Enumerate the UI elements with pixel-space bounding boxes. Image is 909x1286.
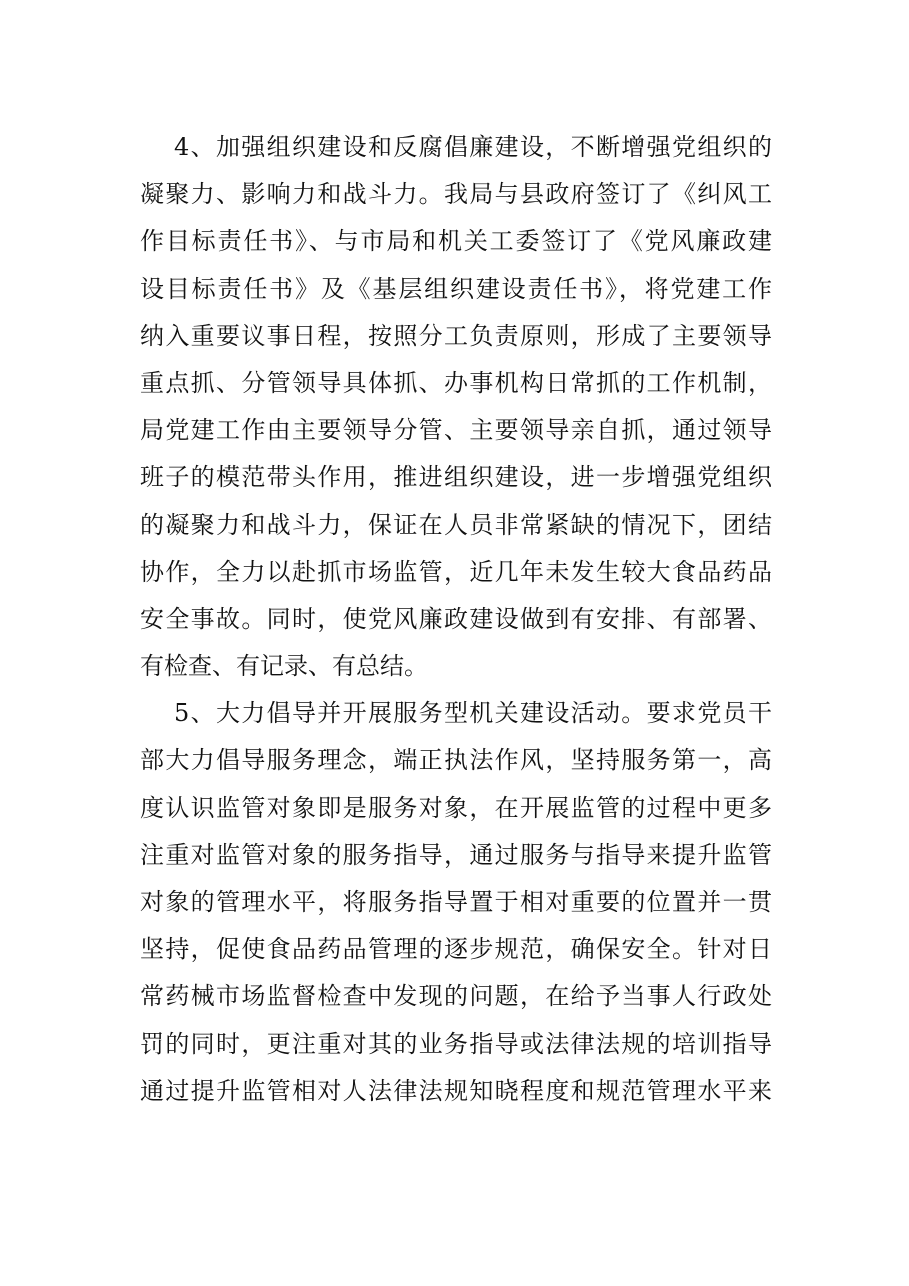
text-line: 对象的管理水平，将服务指导置于相对重要的位置并一贯 — [140, 888, 772, 916]
text-line: 的凝聚力和战斗力，保证在人员非常紧缺的情况下，团结 — [140, 510, 772, 539]
text-line: 有检查、有记录、有总结。 — [140, 652, 428, 681]
text-line: 度认识监管对象即是服务对象，在开展监管的过程中更多 — [140, 793, 772, 822]
text-line: 安全事故。同时，使党风廉政建设做到有安排、有部署、 — [140, 604, 772, 633]
text-line: 部大力倡导服务理念，端正执法作风，坚持服务第一，高 — [140, 746, 772, 775]
text-line: 常药械市场监督检查中发现的问题，在给予当事人行政处 — [140, 982, 772, 1011]
text-line: 局党建工作由主要领导分管、主要领导亲自抓，通过领导 — [140, 416, 772, 445]
text-line: 坚持，促使食品药品管理的逐步规范，确保安全。针对日 — [140, 935, 772, 964]
text-line: 罚的同时，更注重对其的业务指导或法律法规的培训指导 — [140, 1029, 772, 1058]
document-body — [140, 124, 772, 1115]
paragraph-5 — [140, 690, 772, 1115]
text-line: 设目标责任书》及《基层组织建设责任书》，将党建工作 — [140, 274, 772, 303]
text-line: 协作，全力以赴抓市场监管，近几年未发生较大食品药品 — [140, 557, 772, 586]
paragraph-4 — [140, 124, 772, 690]
text-line: 5、大力倡导并开展服务型机关建设活动。要求党员干 — [174, 699, 772, 728]
text-line: 纳入重要议事日程，按照分工负责原则，形成了主要领导 — [140, 321, 772, 350]
text-line: 班子的模范带头作用，推进组织建设，进一步增强党组织 — [140, 463, 772, 492]
text-line: 凝聚力、影响力和战斗力。我局与县政府签订了《纠风工 — [140, 180, 772, 209]
text-line: 作目标责任书》、与市局和机关工委签订了《党风廉政建 — [140, 227, 772, 256]
text-line: 重点抓、分管领导具体抓、办事机构日常抓的工作机制， — [140, 368, 772, 397]
text-line: 4、加强组织建设和反腐倡廉建设，不断增强党组织的 — [174, 133, 772, 161]
text-line: 注重对监管对象的服务指导，通过服务与指导来提升监管 — [140, 840, 772, 869]
text-line: 通过提升监管相对人法律法规知晓程度和规范管理水平来 — [140, 1076, 772, 1105]
